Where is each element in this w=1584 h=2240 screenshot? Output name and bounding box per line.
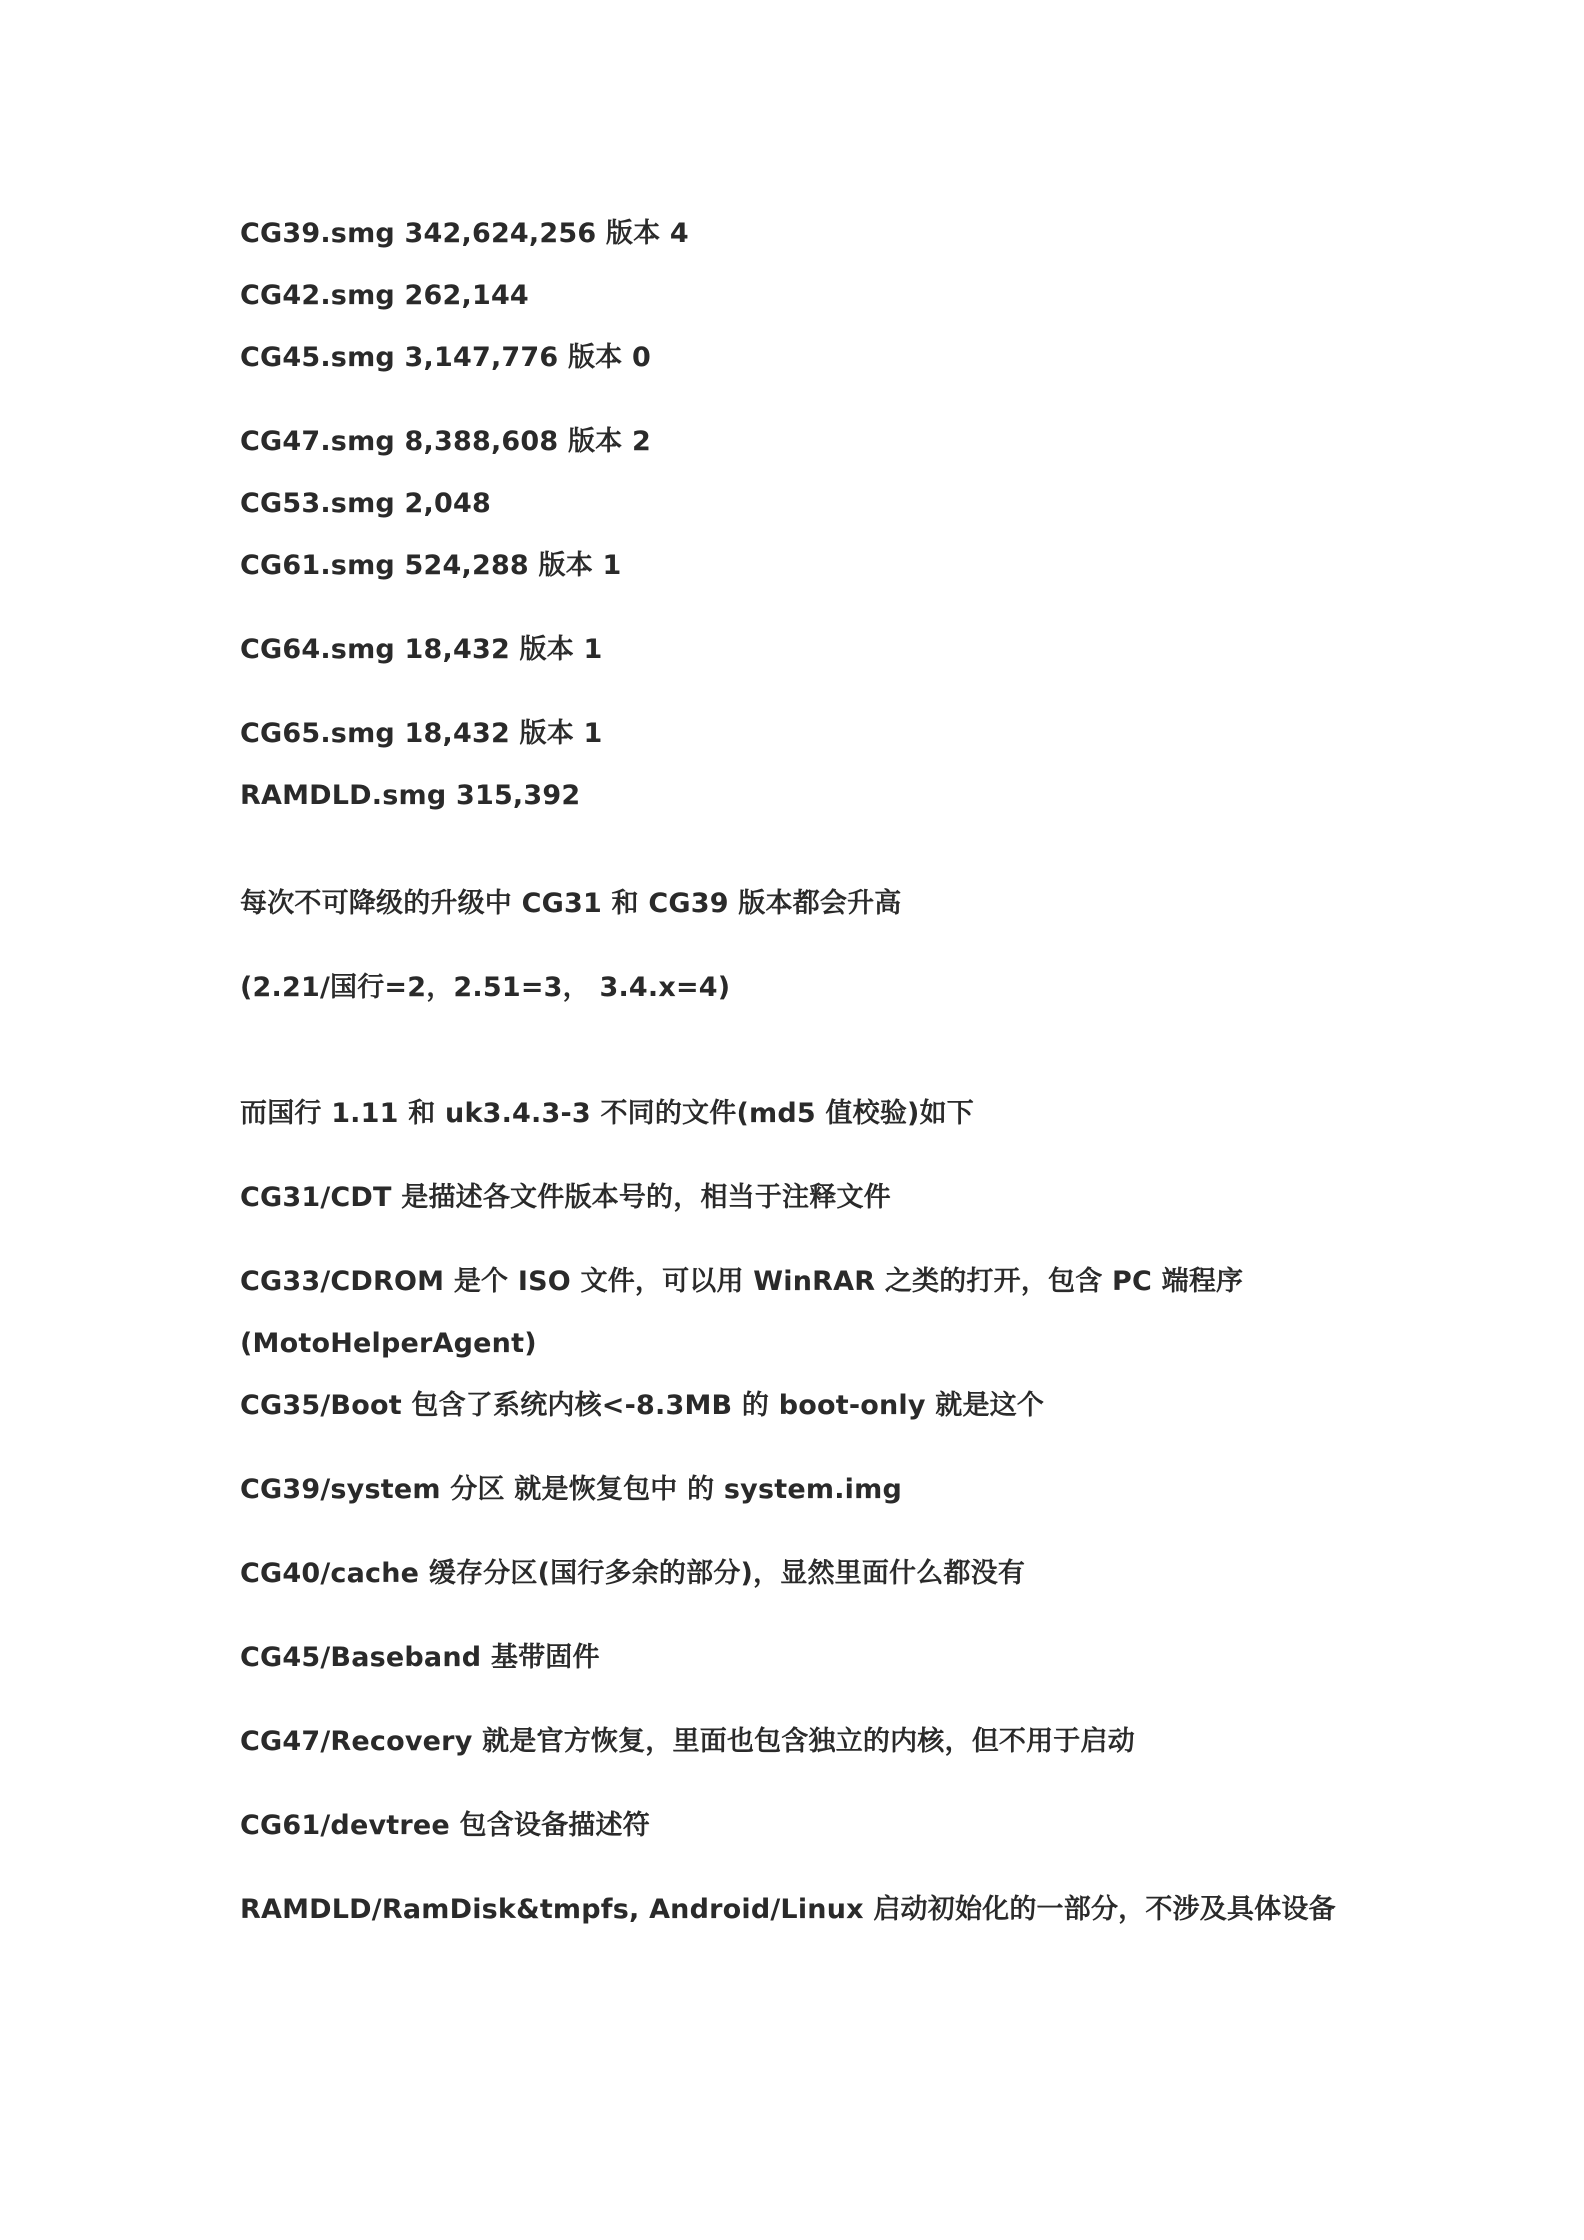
file-entry-cg53: CG53.smg 2,048	[240, 488, 491, 519]
file-entry-cg39: CG39.smg 342,624,256 版本 4	[240, 218, 689, 249]
desc-cg47: CG47/Recovery 就是官方恢复，里面也包含独立的内核，但不用于启动	[240, 1726, 1135, 1757]
file-entry-cg42: CG42.smg 262,144	[240, 280, 529, 311]
desc-cg39: CG39/system 分区 就是恢复包中 的 system.img	[240, 1474, 902, 1505]
desc-cg45: CG45/Baseband 基带固件	[240, 1642, 600, 1673]
file-entry-cg45: CG45.smg 3,147,776 版本 0	[240, 342, 651, 373]
desc-cg35: CG35/Boot 包含了系统内核<-8.3MB 的 boot-only 就是这个	[240, 1390, 1045, 1421]
upgrade-note: 每次不可降级的升级中 CG31 和 CG39 版本都会升高	[240, 888, 902, 919]
file-entry-cg61: CG61.smg 524,288 版本 1	[240, 550, 622, 581]
desc-cg33-continued: (MotoHelperAgent)	[240, 1328, 537, 1359]
file-entry-cg64: CG64.smg 18,432 版本 1	[240, 634, 603, 665]
desc-ramdld: RAMDLD/RamDisk&tmpfs, Android/Linux 启动初始化的一部分，不涉及具体设备	[240, 1894, 1336, 1925]
file-entry-cg47: CG47.smg 8,388,608 版本 2	[240, 426, 651, 457]
diff-intro: 而国行 1.11 和 uk3.4.3-3 不同的文件(md5 值校验)如下	[240, 1098, 974, 1129]
version-map: (2.21/国行=2，2.51=3， 3.4.x=4)	[240, 972, 731, 1003]
desc-cg33: CG33/CDROM 是个 ISO 文件，可以用 WinRAR 之类的打开，包含 PC 端程序	[240, 1266, 1244, 1297]
desc-cg61: CG61/devtree 包含设备描述符	[240, 1810, 650, 1841]
desc-cg40: CG40/cache 缓存分区(国行多余的部分)，显然里面什么都没有	[240, 1558, 1026, 1589]
file-entry-ramdld: RAMDLD.smg 315,392	[240, 780, 581, 811]
desc-cg31: CG31/CDT 是描述各文件版本号的，相当于注释文件	[240, 1182, 891, 1213]
file-entry-cg65: CG65.smg 18,432 版本 1	[240, 718, 603, 749]
